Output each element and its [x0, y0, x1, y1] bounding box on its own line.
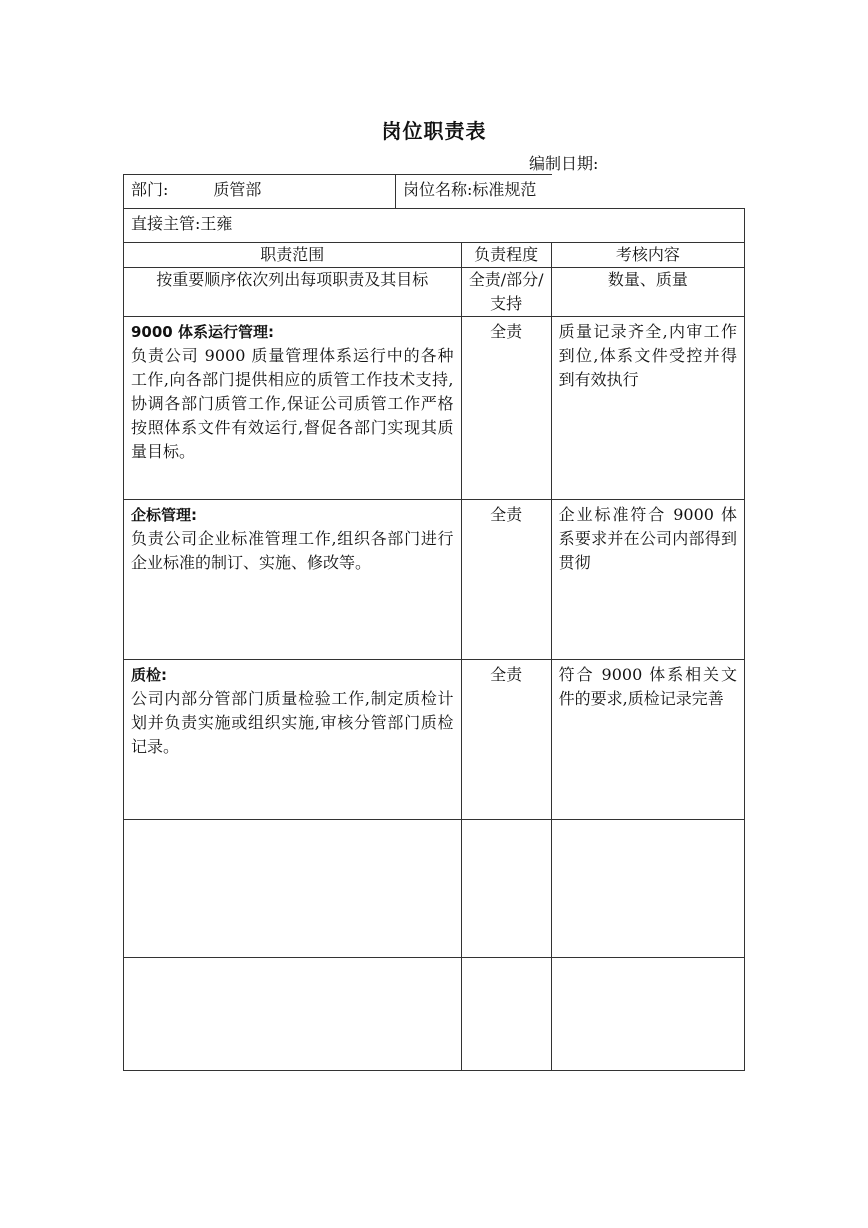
header-assessment: 考核内容 [551, 243, 744, 268]
responsibility-table [123, 174, 745, 1071]
duty-assessment: 企业标准符合 9000 体系要求并在公司内部得到贯彻 [551, 500, 744, 660]
empty-cell [461, 820, 551, 958]
page-title: 岗位职责表 [381, 119, 487, 143]
duty-assessment: 质量记录齐全,内审工作到位,体系文件受控并得到有效执行 [551, 317, 744, 500]
duty-row [124, 317, 745, 500]
duty-degree: 全责 [461, 317, 551, 500]
empty-cell [551, 958, 744, 1071]
supervisor-cell [124, 209, 745, 243]
duty-row [124, 500, 745, 660]
date-label: 编制日期: [529, 154, 599, 173]
position-cell [395, 175, 744, 208]
empty-cell [124, 820, 462, 958]
duty-title: 质检: [131, 666, 167, 684]
department-value: 质管部 [213, 180, 262, 199]
empty-cell [551, 820, 744, 958]
position-label: 岗位名称: [403, 180, 473, 199]
duty-title: 企标管理: [131, 506, 197, 524]
supervisor-label: 直接主管: [131, 214, 201, 233]
duty-scope [124, 660, 462, 820]
subheader-degree: 全责/部分/支持 [461, 268, 551, 317]
position-value: 标准规范 [472, 180, 537, 199]
header-row [124, 243, 745, 268]
duty-scope [124, 500, 462, 660]
empty-row [124, 820, 745, 958]
duty-title: 9000 体系运行管理: [131, 323, 274, 341]
duty-description: 负责公司 9000 质量管理体系运行中的各种工作,向各部门提供相应的质管工作技术支持,协调各部门质管工作,保证公司质管工作严格按照体系文件有效运行,督促各部门实现其质量目标。 [131, 346, 454, 461]
duty-scope [124, 317, 462, 500]
duty-description: 负责公司企业标准管理工作,组织各部门进行企业标准的制订、实施、修改等。 [131, 529, 454, 572]
subheader-row [124, 268, 745, 317]
subheader-scope: 按重要顺序依次列出每项职责及其目标 [124, 268, 462, 317]
empty-cell [124, 958, 462, 1071]
duty-degree: 全责 [461, 500, 551, 660]
duty-degree: 全责 [461, 660, 551, 820]
duty-description: 公司内部分管部门质量检验工作,制定质检计划并负责实施或组织实施,审核分管部门质检记录。 [131, 689, 454, 756]
empty-row [124, 958, 745, 1071]
supervisor-value: 王雍 [200, 214, 233, 233]
duty-assessment: 符合 9000 体系相关文件的要求,质检记录完善 [551, 660, 744, 820]
header-degree: 负责程度 [461, 243, 551, 268]
empty-cell [461, 958, 551, 1071]
department-label: 部门: [131, 180, 169, 199]
subheader-assessment: 数量、质量 [551, 268, 744, 317]
header-scope: 职责范围 [124, 243, 462, 268]
duty-row [124, 660, 745, 820]
supervisor-row [124, 209, 745, 243]
